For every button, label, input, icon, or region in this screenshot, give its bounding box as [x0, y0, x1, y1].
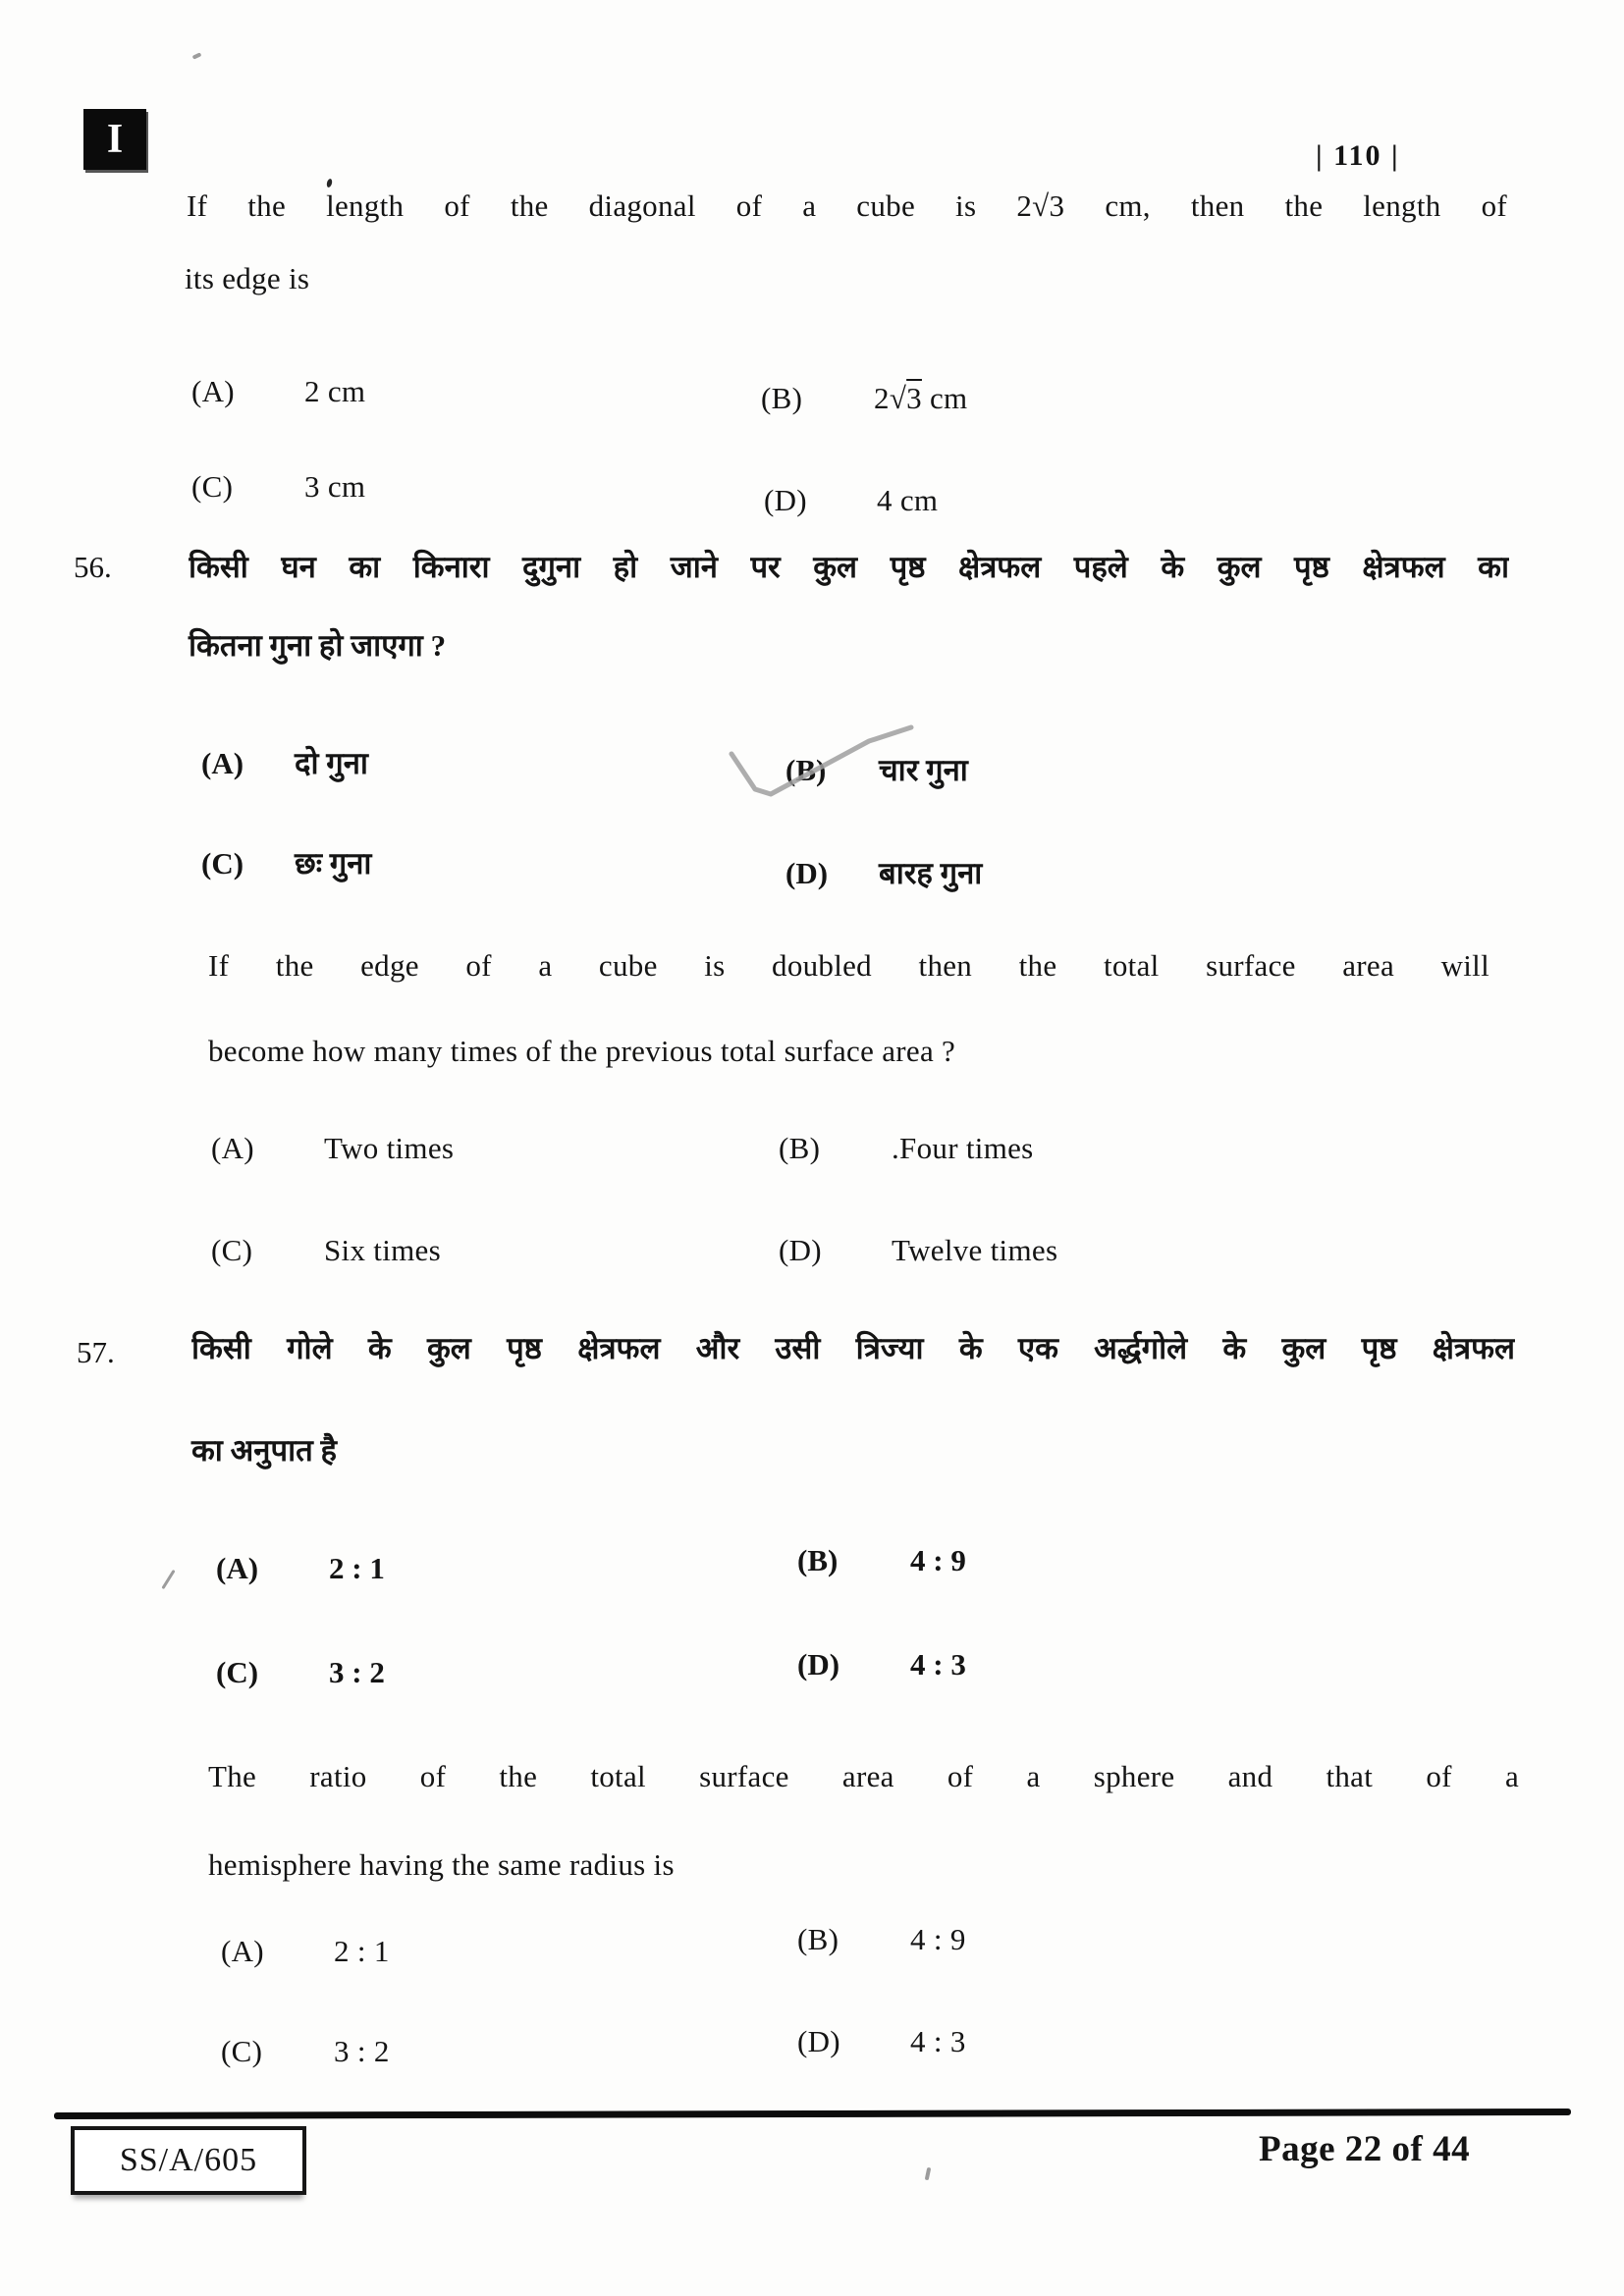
unit: cm [921, 381, 968, 415]
option-value: Twelve times [892, 1233, 1058, 1267]
q57-english-option-c [221, 2034, 390, 2069]
option-label: (B) [797, 1543, 839, 1577]
option-label: (A) [191, 374, 235, 408]
option-value: 4 cm [877, 483, 939, 517]
page-number-marker: | 110 | [1316, 139, 1400, 172]
q57-english-line1: The ratio of the total surface area of a sphere and that of a [208, 1759, 1519, 1793]
q55-text-post: cm, then the length of [1064, 188, 1507, 223]
radical-sign: √ [889, 381, 907, 415]
q55-option-c [191, 469, 365, 505]
q57-english-option-b [797, 1922, 966, 1957]
option-label: (B) [761, 381, 803, 415]
q57-hindi-option-d [797, 1647, 966, 1682]
q55-text-pre: If the length of the diagonal of a cube is [187, 188, 1017, 223]
option-label: (C) [201, 846, 244, 881]
option-label: (C) [221, 2034, 263, 2068]
handwritten-checkmark [722, 715, 928, 808]
q57-hindi-line2: का अनुपात है [191, 1433, 337, 1468]
q57-english-line2: hemisphere having the same radius is [208, 1847, 675, 1882]
q56-hindi-option-c [201, 842, 371, 883]
option-value: छः गुना [295, 846, 372, 881]
option-label: (B) [785, 753, 827, 787]
q56-english-line1: If the edge of a cube is doubled then the total surface area will [208, 948, 1489, 983]
q57-hindi-option-a [216, 1551, 385, 1586]
q56-hindi-line2: कितना गुना हो जाएगा ? [189, 628, 447, 663]
option-label: (A) [201, 746, 244, 780]
option-value: 4 : 9 [910, 1543, 966, 1577]
scan-artifact [161, 1570, 175, 1589]
option-label: (C) [191, 469, 234, 504]
option-value: 3 : 2 [329, 1655, 385, 1689]
radical-sign: √ [1032, 188, 1050, 223]
scan-artifact [326, 179, 333, 188]
option-label: (D) [797, 2024, 840, 2058]
q57-hindi-option-b [797, 1543, 966, 1578]
q56-hindi-option-a [201, 742, 368, 783]
footer-page-info: Page 22 of 44 [1259, 2129, 1471, 2169]
q57-hindi-option-c [216, 1655, 385, 1690]
radicand: 3 [906, 381, 922, 415]
option-label: (A) [211, 1131, 254, 1165]
option-label: (C) [211, 1233, 253, 1267]
option-value: 3 cm [304, 469, 366, 504]
option-value: 3 : 2 [334, 2034, 390, 2068]
option-value: Two times [324, 1131, 455, 1165]
q56-english-option-c [211, 1233, 441, 1268]
q55-sqrt-radicand: 3 [1049, 188, 1065, 223]
option-value: 4 : 3 [910, 1647, 966, 1682]
option-label: (D) [785, 856, 829, 890]
q56-hindi-option-d [785, 852, 982, 893]
option-value: Six times [324, 1233, 441, 1267]
option-value: दो गुना [295, 746, 368, 780]
option-label: (D) [764, 483, 807, 517]
q56-english-option-a [211, 1131, 454, 1166]
option-value: 2 : 1 [329, 1551, 385, 1585]
q56-english-line2: become how many times of the previous total surface area ? [208, 1034, 956, 1068]
q55-option-a [191, 374, 365, 409]
option-value: चार गुना [879, 753, 968, 787]
q57-hindi-line1: किसी गोले के कुल पृष्ठ क्षेत्रफल और उसी त्रिज्या के एक अर्द्धगोले के कुल पृष्ठ क्षेत्रफल [191, 1331, 1515, 1365]
section-marker-badge: I [83, 109, 146, 170]
q55-option-d [764, 483, 938, 518]
option-value: .Four times [892, 1131, 1034, 1165]
option-value [874, 381, 967, 416]
option-label: (B) [797, 1922, 839, 1956]
q57-english-option-a [221, 1934, 390, 1969]
question-55-text-line1 [187, 188, 1507, 224]
question-57-number: 57. [77, 1335, 115, 1369]
option-label: (B) [779, 1131, 821, 1165]
option-value: 2 : 1 [334, 1934, 390, 1968]
scan-artifact [192, 52, 202, 59]
q56-english-option-d [779, 1233, 1057, 1268]
coeff: 2 [874, 381, 890, 415]
option-value: 4 : 3 [910, 2024, 966, 2058]
question-55-text-line2: its edge is [185, 261, 310, 295]
option-label: (A) [216, 1551, 259, 1585]
scan-artifact [925, 2167, 932, 2181]
option-value: 2 cm [304, 374, 366, 408]
question-56-number: 56. [74, 550, 112, 584]
option-label: (D) [797, 1647, 840, 1682]
q55-option-b [761, 381, 967, 416]
option-label: (C) [216, 1655, 259, 1689]
footer-divider [54, 2109, 1571, 2119]
q57-english-option-d [797, 2024, 966, 2059]
option-value: बारह गुना [879, 856, 983, 890]
q55-sqrt-coeff: 2 [1016, 188, 1033, 223]
option-label: (D) [779, 1233, 822, 1267]
option-label: (A) [221, 1934, 264, 1968]
q56-hindi-line1: किसी घन का किनारा दुगुना हो जाने पर कुल पृष्ठ क्षेत्रफल पहले के कुल पृष्ठ क्षेत्रफल का [189, 550, 1509, 584]
q56-english-option-b [779, 1131, 1034, 1166]
option-value: 4 : 9 [910, 1922, 966, 1956]
footer-code-box: SS/A/605 [71, 2126, 306, 2195]
